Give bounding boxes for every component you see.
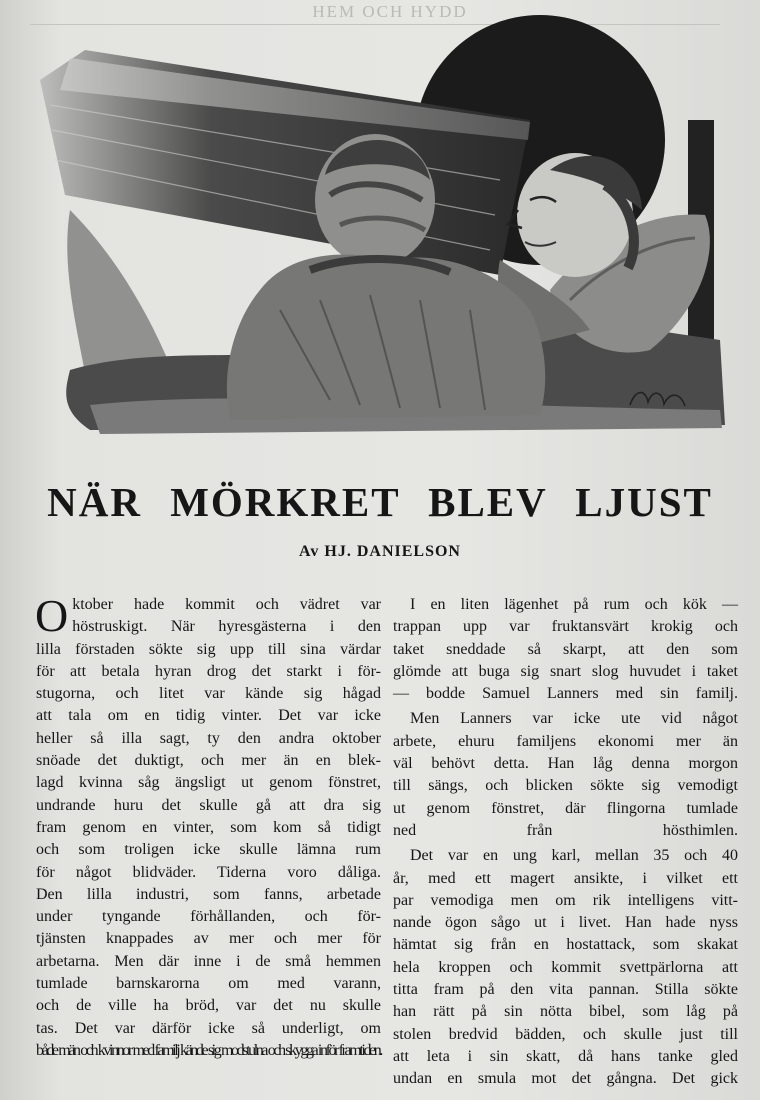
illustration-sickbed-scene: [30, 10, 730, 440]
text-line: ktober hade kommit och vädret var: [72, 596, 381, 613]
text-line: heller så illa sagt, ty den andra oktober: [36, 729, 381, 747]
text-line: arbetarna. Men där inne i de små hemmen: [36, 952, 381, 970]
text-line: par vemodiga men om rik intelligens vitt-: [393, 891, 738, 909]
text-line: I en liten lägenhet på rum och kök —: [410, 596, 738, 613]
text-line: titta fram på den vita pannan. Stilla sökte: [393, 981, 738, 999]
text-line: tas. Det var därför icke så underligt, om: [36, 1019, 381, 1037]
text-line: lilla förstaden sökte sig upp till sina värdar: [36, 640, 381, 658]
article-byline: Av HJ. DANIELSON: [299, 543, 461, 560]
text-line: nande ögon sågo ut i livet. Han hade nyss: [393, 914, 738, 932]
text-line: trappan upp var fruktansvärt krokig och: [393, 618, 738, 636]
text-line: för att betala hyran drog det starkt i för-: [36, 662, 381, 680]
paragraph: [393, 708, 738, 842]
text-line: att leta i sin skatt, då hans tanke gled: [393, 1047, 738, 1065]
text-line: höstruskigt. När hyresgästerna i den: [72, 618, 381, 636]
text-line: tumlade barnskarorna om med varann,: [36, 975, 381, 993]
text-column-left: [35, 590, 381, 1062]
text-line: ned från hösthimlen.: [393, 821, 738, 839]
text-line: till sängs, och blicken sökte sig vemodigt: [393, 777, 738, 795]
paragraph: [393, 845, 738, 1090]
text-line: snöade det duktigt, och mer än en blek-: [36, 752, 381, 770]
text-line: glömde att buga sig snart slog huvudet i taket: [393, 662, 738, 680]
text-line: väl behövt detta. Han låg denna morgon: [393, 755, 738, 773]
text-line: undrande huru det skulle gå att dra sig: [36, 796, 381, 814]
article-title: NÄR MÖRKRET BLEV LJUST: [47, 479, 713, 525]
text-line: och de ville ha bröd, var det nu skulle: [36, 997, 381, 1015]
text-line: lagd kvinna såg ängsligt ut genom fönstret,: [36, 774, 381, 792]
text-line: ut genom fönstret, där flingorna tumlade: [393, 799, 738, 817]
text-line: Men Lanners var icke ute vid något: [410, 710, 738, 728]
boy-body: [227, 254, 545, 420]
paragraph: [35, 590, 381, 1062]
running-header: HEM OCH HYDD: [312, 2, 468, 21]
text-line: undan en smula mot det gångna. Det gick: [393, 1070, 738, 1088]
text-line: hela kroppen och kommit svettpärlorna att: [393, 958, 738, 976]
text-line: under tyngande förhållanden, och för-: [36, 908, 381, 926]
text-line: hämtat sig från en hostattack, som skakat: [393, 936, 738, 954]
text-line: arbete, ehuru familjens ekonomi mer än: [393, 732, 738, 750]
text-column-right: [393, 594, 738, 1094]
text-line: för något blidväder. Tiderna voro dåliga.: [36, 863, 381, 881]
text-line: tjänsten knappades av mer och mer för: [36, 930, 381, 948]
text-line: år, med ett magert ansikte, i vilket ett: [393, 869, 738, 887]
drop-cap: O: [35, 590, 69, 641]
paragraph: [393, 594, 738, 705]
text-line: Det var en ung karl, mellan 35 och 40: [410, 847, 738, 865]
text-line: att tala om en tidig vinter. Det var icke: [36, 707, 381, 725]
text-line: taket sneddade så skarpt, att den som: [393, 640, 738, 658]
text-line: stolen bredvid bädden, och skulle just till: [393, 1025, 738, 1043]
text-line: fram genom en vinter, som kom så tidigt: [36, 818, 381, 836]
text-line: han rätt på sin nötta bibel, som låg på: [393, 1003, 738, 1021]
text-line: — bodde Samuel Lanners med sin familj.: [393, 685, 738, 703]
text-line: och som troligen icke skulle lämna rum: [36, 841, 381, 859]
text-line: Den lilla industri, som fanns, arbetade: [36, 885, 381, 903]
text-line: stugorna, och litet var kände sig hågad: [36, 685, 381, 703]
text-line: både män och kvinnor med familj kände sig modstulna och skygga inför framtiden.: [36, 1041, 381, 1059]
